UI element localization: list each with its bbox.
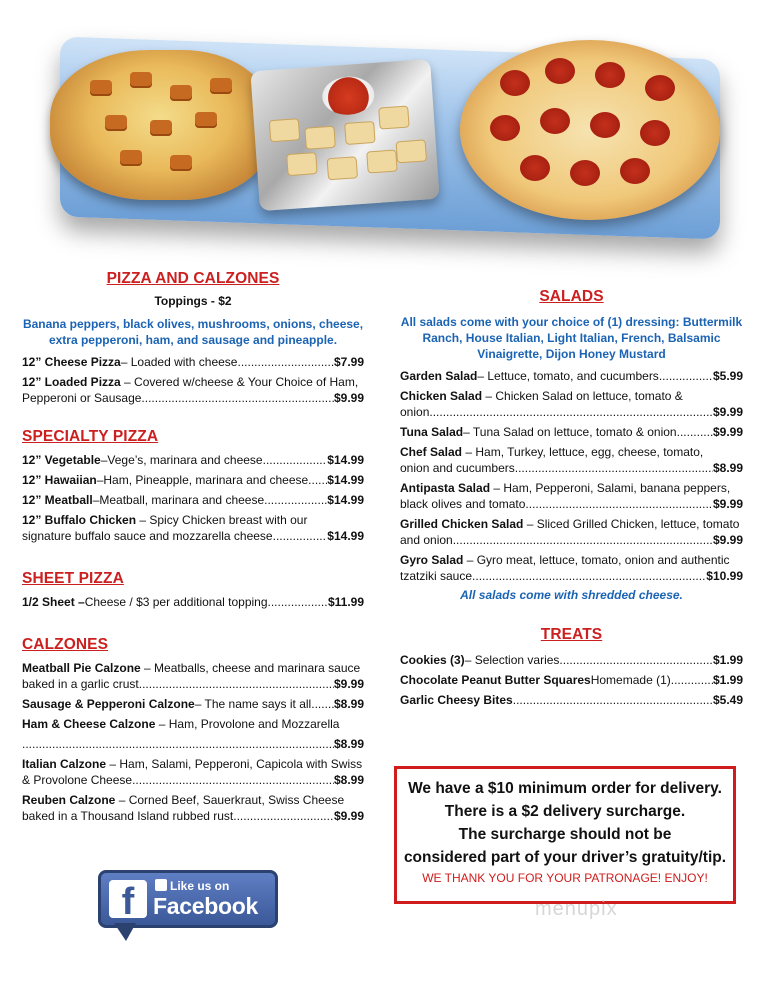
menu-item xyxy=(22,374,364,406)
facebook-like-badge[interactable] xyxy=(98,870,278,928)
facebook-wordmark: Facebook xyxy=(153,893,258,919)
menu-item xyxy=(22,492,364,508)
item-desc: onion xyxy=(400,405,430,419)
left-column xyxy=(22,270,364,824)
menu-item xyxy=(400,388,743,420)
item-name: Tuna Salad xyxy=(400,425,464,439)
item-name: Meatball Pie Calzone xyxy=(22,661,141,675)
menu-item xyxy=(22,716,364,752)
menu-item xyxy=(22,472,364,488)
item-desc: – Tuna Salad on lettuce, tomato & onion xyxy=(463,425,677,439)
item-price: $9.99 xyxy=(712,497,743,511)
item-price: $1.99 xyxy=(712,673,743,687)
item-price: $10.99 xyxy=(706,569,743,583)
hero-food-banner xyxy=(40,40,720,240)
item-desc: – Ham, Turkey, lettuce, egg, cheese, tomato, xyxy=(462,445,704,459)
item-desc: – Selection varies xyxy=(464,653,560,667)
item-desc: – Gyro meat, lettuce, tomato, onion and authentic xyxy=(463,553,730,567)
item-desc: Pepperoni or Sausage xyxy=(22,391,142,405)
item-name: Ham & Cheese Calzone xyxy=(22,717,156,731)
item-name: 12” Vegetable xyxy=(22,453,101,467)
watermark: menupix xyxy=(535,898,618,920)
item-desc: – Sliced Grilled Chicken, lettuce, tomato xyxy=(523,517,740,531)
toppings-list: Banana peppers, black olives, mushrooms, onions, cheese, extra pepperoni, ham, and sausage and pineapple. xyxy=(22,317,364,347)
section-title-specialty: SPECIALTY PIZZA xyxy=(22,428,159,445)
item-desc: Cheese / $3 per additional topping xyxy=(84,595,268,609)
item-desc: –Ham, Pineapple, marinara and cheese xyxy=(96,473,309,487)
item-name: Italian Calzone xyxy=(22,757,107,771)
item-desc: & Provolone Cheese xyxy=(22,773,133,787)
item-name: Grilled Chicken Salad xyxy=(400,517,524,531)
section-title-salads: SALADS xyxy=(539,288,604,305)
item-desc: –Meatball, marinara and cheese xyxy=(92,493,265,507)
menu-item xyxy=(400,368,743,384)
item-desc: – Covered w/cheese & Your Choice of Ham, xyxy=(120,375,359,389)
marinara-cup xyxy=(321,75,376,117)
section-title-sheet: SHEET PIZZA xyxy=(22,570,124,587)
item-name: Garden Salad xyxy=(400,369,478,383)
item-desc: – Loaded with cheese xyxy=(120,355,238,369)
item-price: $7.99 xyxy=(333,355,364,369)
notice-gratuity: considered part of your driver’s gratuity/tip. xyxy=(403,849,727,866)
item-price: $8.99 xyxy=(333,773,364,787)
item-desc: signature buffalo sauce and mozzarella cheese xyxy=(22,529,273,543)
item-name: 12” Loaded Pizza xyxy=(22,375,121,389)
menu-item xyxy=(400,552,743,584)
item-desc: onion and cucumbers xyxy=(400,461,515,475)
menu-item xyxy=(22,696,364,712)
item-name: 1/2 Sheet – xyxy=(22,595,85,609)
menu-item xyxy=(400,444,743,476)
item-desc: black olives and tomato xyxy=(400,497,526,511)
item-price: $14.99 xyxy=(327,473,364,487)
menu-item xyxy=(22,660,364,692)
item-price: $14.99 xyxy=(327,529,364,543)
item-desc: – Corned Beef, Sauerkraut, Swiss Cheese xyxy=(115,793,345,807)
section-title-pizza-calzones: PIZZA AND CALZONES xyxy=(106,270,280,287)
right-column xyxy=(400,270,743,708)
item-desc: – Spicy Chicken breast with our xyxy=(136,513,308,527)
shredded-cheese-note: All salads come with shredded cheese. xyxy=(460,588,683,602)
item-desc: – Meatballs, cheese and marinara sauce xyxy=(140,661,361,675)
menu-item xyxy=(22,512,364,544)
item-name: Chicken Salad xyxy=(400,389,483,403)
notice-minimum-order: We have a $10 minimum order for delivery. xyxy=(408,780,722,797)
item-price: $1.99 xyxy=(712,653,743,667)
menu-item xyxy=(400,480,743,512)
item-name: 12” Buffalo Chicken xyxy=(22,513,137,527)
toppings-price: Toppings - $2 xyxy=(154,294,232,308)
menu-item xyxy=(400,424,743,440)
delivery-notice-box xyxy=(394,766,736,904)
item-name: Sausage & Pepperoni Calzone xyxy=(22,697,195,711)
item-name: 12” Cheese Pizza xyxy=(22,355,121,369)
item-name: Reuben Calzone xyxy=(22,793,116,807)
notice-surcharge-not: The surcharge should not be xyxy=(458,826,672,843)
item-price: $9.99 xyxy=(333,391,364,405)
menu-item xyxy=(400,692,743,708)
dressing-choices: All salads come with your choice of (1) dressing: Buttermilk Ranch, House Italian, Light Italian, French, Balsamic Vinaigrette, Dijon Honey Mustard xyxy=(400,315,743,361)
menu-item xyxy=(400,672,743,688)
item-price: $9.99 xyxy=(712,425,743,439)
section-title-calzones: CALZONES xyxy=(22,636,109,653)
like-us-label xyxy=(155,879,229,893)
section-title-treats: TREATS xyxy=(540,626,603,643)
pepperoni-pizza-image xyxy=(460,40,720,220)
like-us-text: Like us on xyxy=(170,879,230,893)
item-price: $9.99 xyxy=(333,809,364,823)
thank-you-message: WE THANK YOU FOR YOUR PATRONAGE! ENJOY! xyxy=(422,871,708,885)
item-desc: – Ham, Pepperoni, Salami, banana peppers, xyxy=(490,481,731,495)
item-price: $14.99 xyxy=(327,493,364,507)
notice-surcharge: There is a $2 delivery surcharge. xyxy=(444,803,686,820)
item-name: 12” Hawaiian xyxy=(22,473,97,487)
item-desc: – Lettuce, tomato, and cucumbers xyxy=(477,369,659,383)
item-price: $5.99 xyxy=(712,369,743,383)
menu-item xyxy=(400,516,743,548)
item-name: Chocolate Peanut Butter Squares xyxy=(400,673,591,687)
thumbs-up-icon xyxy=(155,879,167,891)
menu-item xyxy=(400,652,743,668)
item-name: Garlic Cheesy Bites xyxy=(400,693,513,707)
item-price: $5.49 xyxy=(712,693,743,707)
item-price: $14.99 xyxy=(327,453,364,467)
facebook-icon: f xyxy=(109,880,147,918)
item-price: $9.99 xyxy=(333,677,364,691)
menu-item xyxy=(22,792,364,824)
garlic-bread-tray-image xyxy=(250,59,439,211)
item-desc: – Ham, Provolone and Mozzarella xyxy=(155,717,340,731)
item-desc: – Ham, Salami, Pepperoni, Capicola with Swiss xyxy=(106,757,363,771)
item-desc: –Vege’s, marinara and cheese xyxy=(100,453,263,467)
speech-bubble-tail xyxy=(114,923,136,941)
item-price: $8.99 xyxy=(333,737,364,751)
item-desc: baked in a garlic crust xyxy=(22,677,139,691)
item-desc: baked in a Thousand Island rubbed rust xyxy=(22,809,234,823)
menu-item xyxy=(22,756,364,788)
item-name: Chef Salad xyxy=(400,445,463,459)
item-name: 12” Meatball xyxy=(22,493,93,507)
item-price: $9.99 xyxy=(712,405,743,419)
item-desc: Homemade (1) xyxy=(590,673,671,687)
item-name: Gyro Salad xyxy=(400,553,464,567)
item-price: $11.99 xyxy=(327,595,364,609)
menu-item xyxy=(22,594,364,610)
item-name: Cookies (3) xyxy=(400,653,465,667)
item-desc: – Chicken Salad on lettuce, tomato & xyxy=(482,389,683,403)
item-desc: – The name says it all xyxy=(194,697,312,711)
item-price: $8.99 xyxy=(333,697,364,711)
item-price: $9.99 xyxy=(712,533,743,547)
menu-item xyxy=(22,354,364,370)
item-desc: tzatziki sauce xyxy=(400,569,473,583)
menu-item xyxy=(22,452,364,468)
item-desc: and onion xyxy=(400,533,453,547)
item-name: Antipasta Salad xyxy=(400,481,491,495)
item-price: $8.99 xyxy=(712,461,743,475)
loaded-pizza-image xyxy=(50,50,270,200)
